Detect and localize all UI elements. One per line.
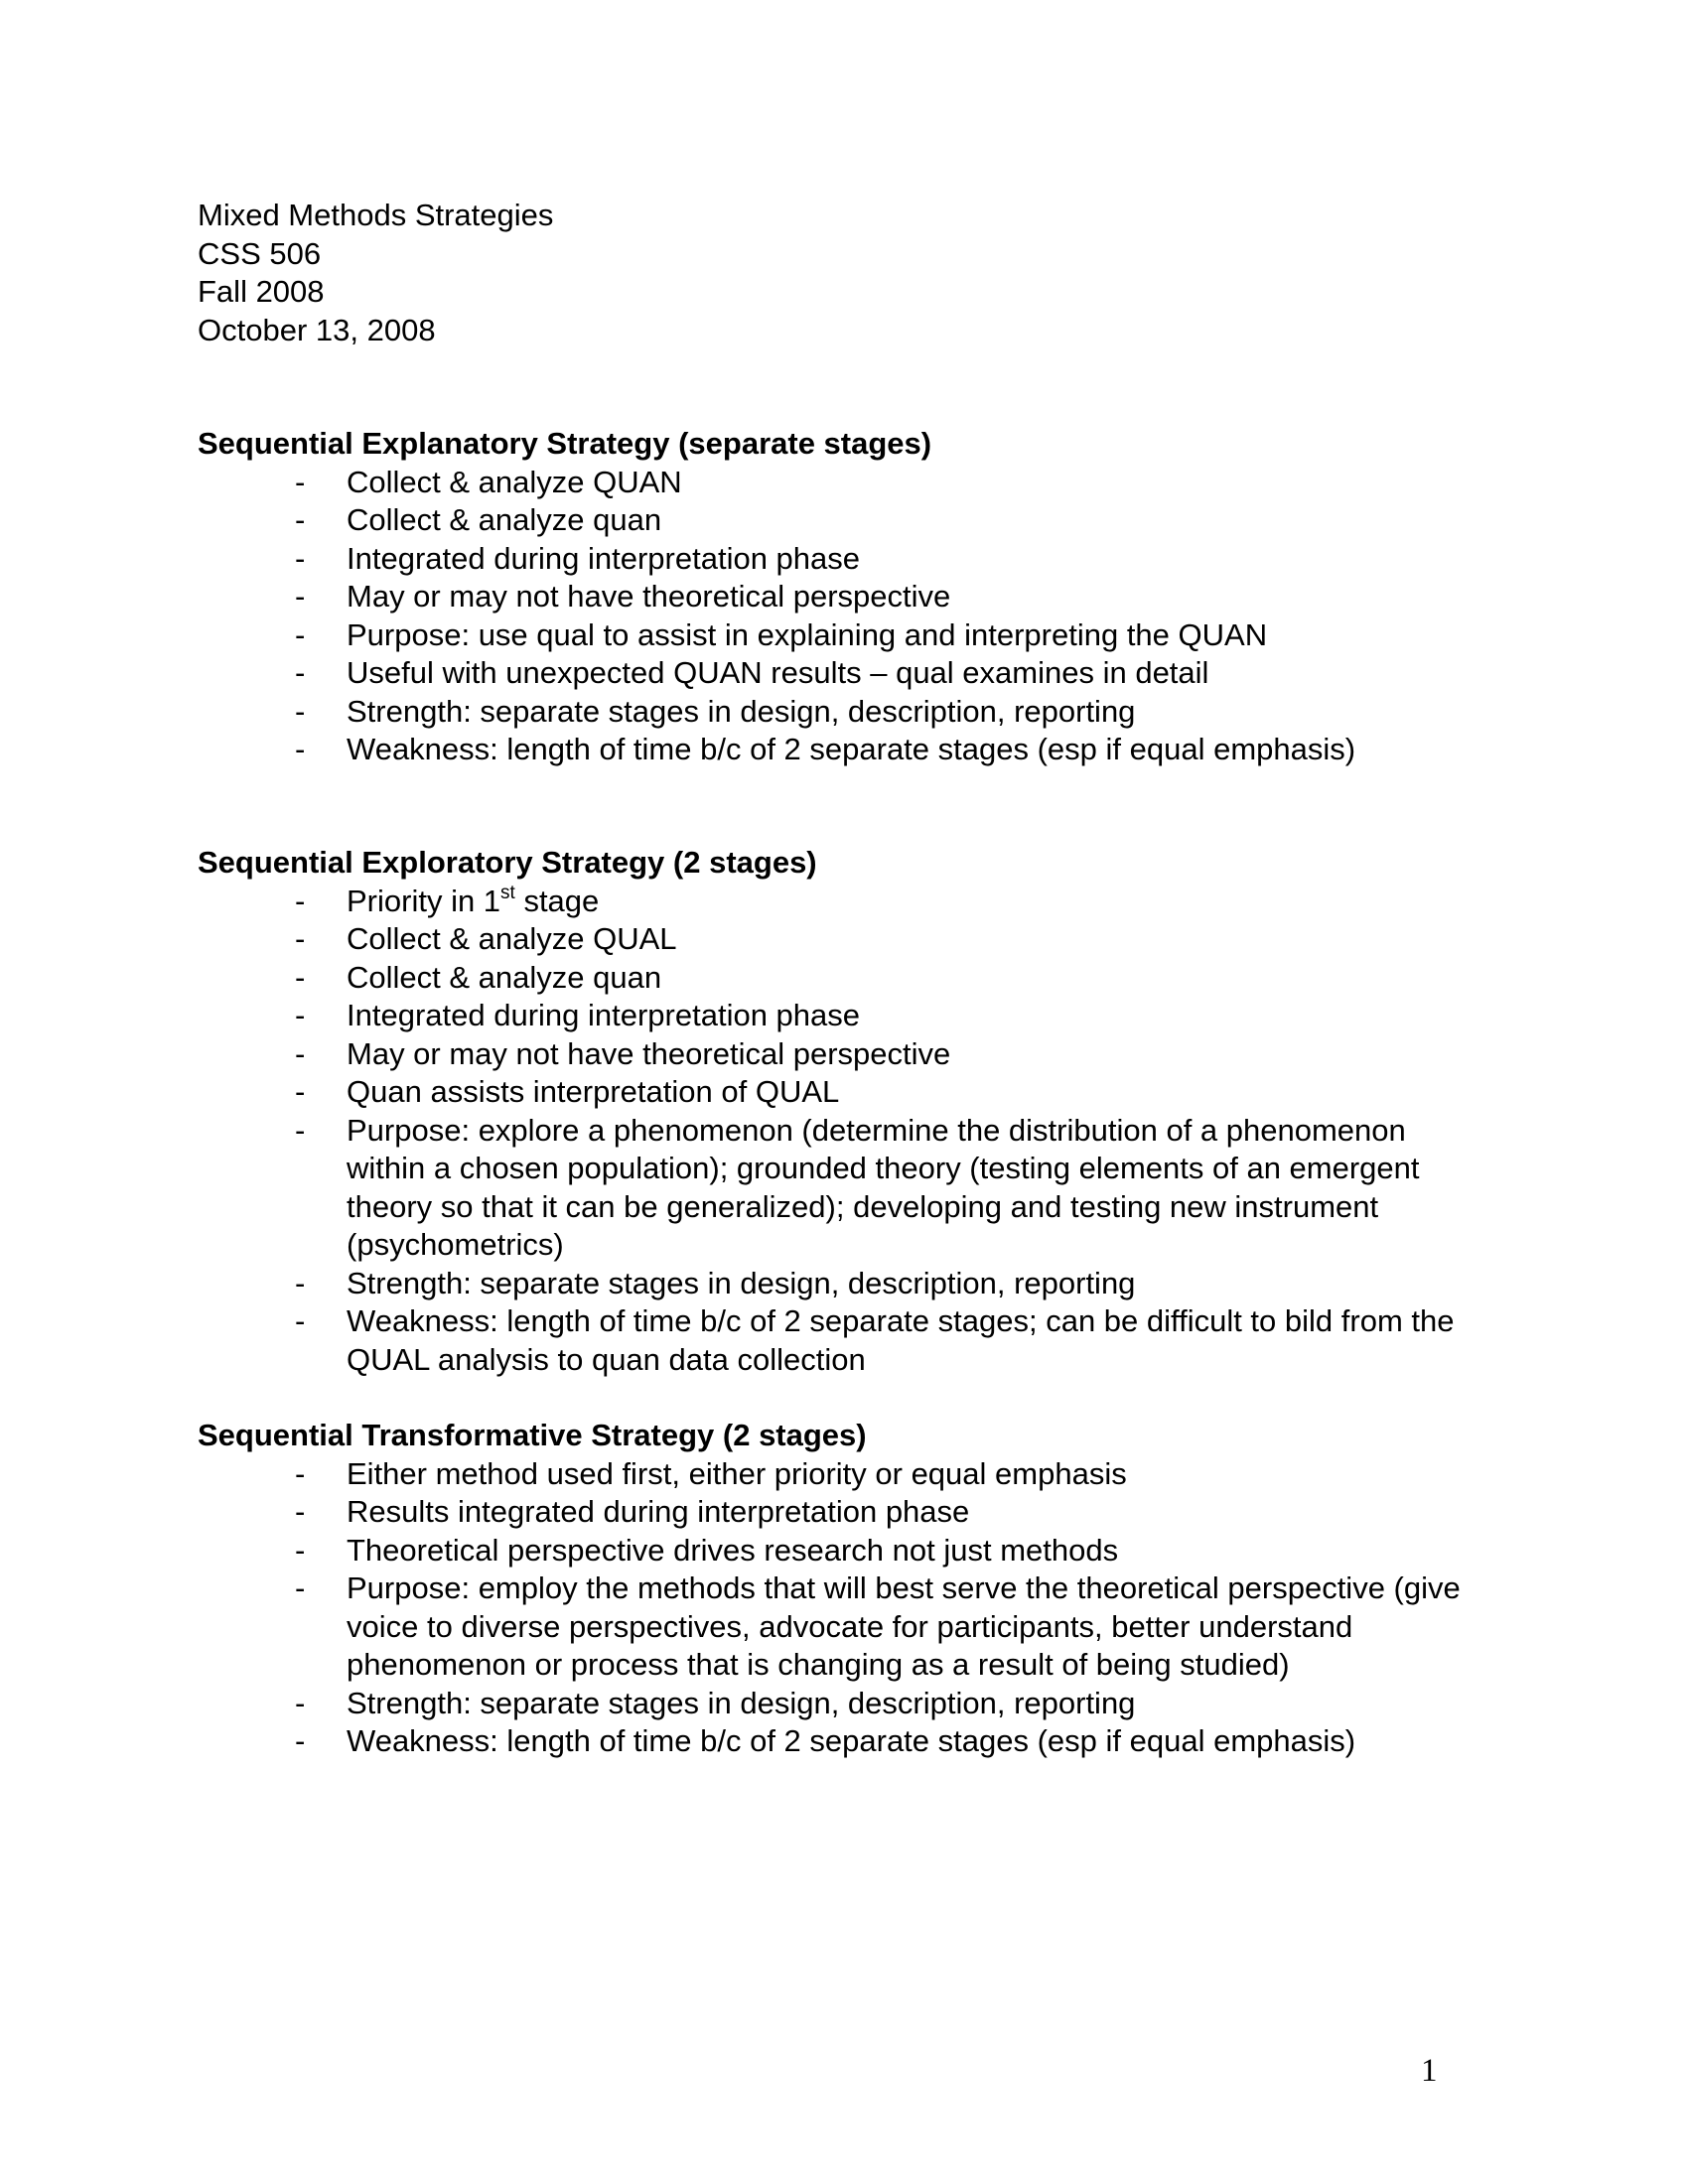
bullet-dash: - bbox=[295, 1685, 306, 1720]
list-item bbox=[198, 501, 1469, 540]
list-item bbox=[198, 883, 1469, 921]
list-item-text: Integrated during interpretation phase bbox=[347, 998, 861, 1032]
list-item-text: Strength: separate stages in design, description, reporting bbox=[347, 1685, 1136, 1720]
list-item bbox=[198, 654, 1469, 693]
list-item-text: Purpose: use qual to assist in explaining and interpreting the QUAN bbox=[347, 616, 1268, 652]
document-header bbox=[198, 197, 553, 349]
bullet-dash: - bbox=[295, 1112, 306, 1148]
bullet-dash: - bbox=[295, 1035, 306, 1071]
list-item-text: Useful with unexpected QUAN results – qual examines in detail bbox=[347, 655, 1209, 690]
bullet-list bbox=[198, 464, 1488, 769]
bullet-dash: - bbox=[295, 502, 306, 537]
list-item bbox=[198, 1455, 1469, 1494]
list-item bbox=[198, 1302, 1469, 1379]
document-date: October 13, 2008 bbox=[198, 312, 436, 347]
list-item bbox=[198, 578, 1469, 616]
bullet-dash: - bbox=[295, 1455, 306, 1491]
ordinal-superscript: st bbox=[500, 882, 515, 903]
list-item-text: May or may not have theoretical perspective bbox=[347, 1035, 951, 1071]
list-item bbox=[198, 1722, 1469, 1761]
list-item bbox=[198, 1112, 1469, 1265]
priority-text-after: stage bbox=[514, 883, 600, 918]
list-item bbox=[198, 1570, 1469, 1685]
list-item-text: Either method used first, either priority or equal emphasis bbox=[347, 1455, 1127, 1491]
bullet-list bbox=[198, 883, 1488, 1380]
bullet-dash: - bbox=[295, 1265, 306, 1300]
list-item bbox=[198, 616, 1469, 655]
bullet-dash: - bbox=[295, 616, 306, 652]
list-item bbox=[198, 693, 1469, 732]
bullet-dash: - bbox=[295, 579, 306, 614]
priority-text-before: Priority in 1 bbox=[347, 883, 501, 918]
bullet-dash: - bbox=[295, 1074, 306, 1109]
list-item bbox=[198, 731, 1469, 769]
list-item-text: Purpose: explore a phenomenon (determine the distribution of a phenomenon within a chosen population); grounded theory (testing elements of an emergent theory so that it can be generalized); developing and testing new instrument (psychometrics) bbox=[347, 1112, 1420, 1262]
course-code: CSS 506 bbox=[198, 235, 322, 271]
list-item bbox=[198, 1493, 1469, 1532]
list-item bbox=[198, 1532, 1469, 1570]
list-item-text: Quan assists interpretation of QUAL bbox=[347, 1074, 840, 1109]
bullet-dash: - bbox=[295, 540, 306, 576]
section-sequential-transformative bbox=[198, 1417, 1488, 1761]
list-item bbox=[198, 540, 1469, 579]
list-item-text: Collect & analyze QUAN bbox=[347, 464, 682, 499]
bullet-dash: - bbox=[295, 959, 306, 995]
term: Fall 2008 bbox=[198, 274, 325, 309]
list-item bbox=[198, 1265, 1469, 1303]
list-item bbox=[198, 1035, 1469, 1074]
page-number: 1 bbox=[1421, 2053, 1438, 2089]
bullet-dash: - bbox=[295, 732, 306, 766]
list-item bbox=[198, 997, 1469, 1035]
list-item-text: Strength: separate stages in design, description, reporting bbox=[347, 1265, 1136, 1300]
list-item-text: Collect & analyze quan bbox=[347, 959, 662, 995]
list-item-text: Purpose: employ the methods that will best serve the theoretical perspective (give voice to diverse perspectives, advocate for participants, better understand phenomenon or process that is changing as a result of being studied) bbox=[347, 1570, 1461, 1682]
bullet-dash: - bbox=[295, 1723, 306, 1758]
section-heading: Sequential Transformative Strategy (2 stages) bbox=[198, 1418, 867, 1452]
list-item-text: Collect & analyze quan bbox=[347, 502, 662, 537]
list-item-text: Results integrated during interpretation phase bbox=[347, 1494, 970, 1529]
bullet-dash: - bbox=[295, 1570, 306, 1605]
list-item bbox=[198, 464, 1469, 502]
bullet-dash: - bbox=[295, 998, 306, 1032]
list-item-text: May or may not have theoretical perspective bbox=[347, 579, 951, 614]
list-item-text bbox=[347, 884, 599, 918]
bullet-dash: - bbox=[295, 464, 306, 499]
list-item-text: Theoretical perspective drives research not just methods bbox=[347, 1532, 1119, 1568]
section-sequential-explanatory bbox=[198, 425, 1488, 769]
bullet-dash: - bbox=[295, 693, 306, 729]
document-title: Mixed Methods Strategies bbox=[198, 198, 554, 232]
list-item-text: Strength: separate stages in design, description, reporting bbox=[347, 693, 1136, 729]
section-heading: Sequential Exploratory Strategy (2 stages) bbox=[198, 845, 817, 880]
list-item bbox=[198, 959, 1469, 998]
bullet-dash: - bbox=[295, 1532, 306, 1568]
bullet-dash: - bbox=[295, 921, 306, 956]
list-item-text: Weakness: length of time b/c of 2 separate stages (esp if equal emphasis) bbox=[347, 1723, 1356, 1758]
section-heading: Sequential Explanatory Strategy (separate stages) bbox=[198, 426, 932, 461]
list-item bbox=[198, 1685, 1469, 1723]
bullet-dash: - bbox=[295, 1303, 306, 1338]
list-item bbox=[198, 920, 1469, 959]
list-item-text: Weakness: length of time b/c of 2 separate stages; can be difficult to bild from the QUAL analysis to quan data collection bbox=[347, 1303, 1455, 1377]
bullet-dash: - bbox=[295, 883, 306, 918]
list-item-text: Integrated during interpretation phase bbox=[347, 540, 861, 576]
list-item-text: Weakness: length of time b/c of 2 separate stages (esp if equal emphasis) bbox=[347, 732, 1356, 766]
bullet-list bbox=[198, 1455, 1488, 1761]
list-item bbox=[198, 1073, 1469, 1112]
list-item-text: Collect & analyze QUAL bbox=[347, 921, 677, 956]
bullet-dash: - bbox=[295, 1494, 306, 1529]
section-sequential-exploratory bbox=[198, 844, 1488, 1379]
bullet-dash: - bbox=[295, 655, 306, 690]
